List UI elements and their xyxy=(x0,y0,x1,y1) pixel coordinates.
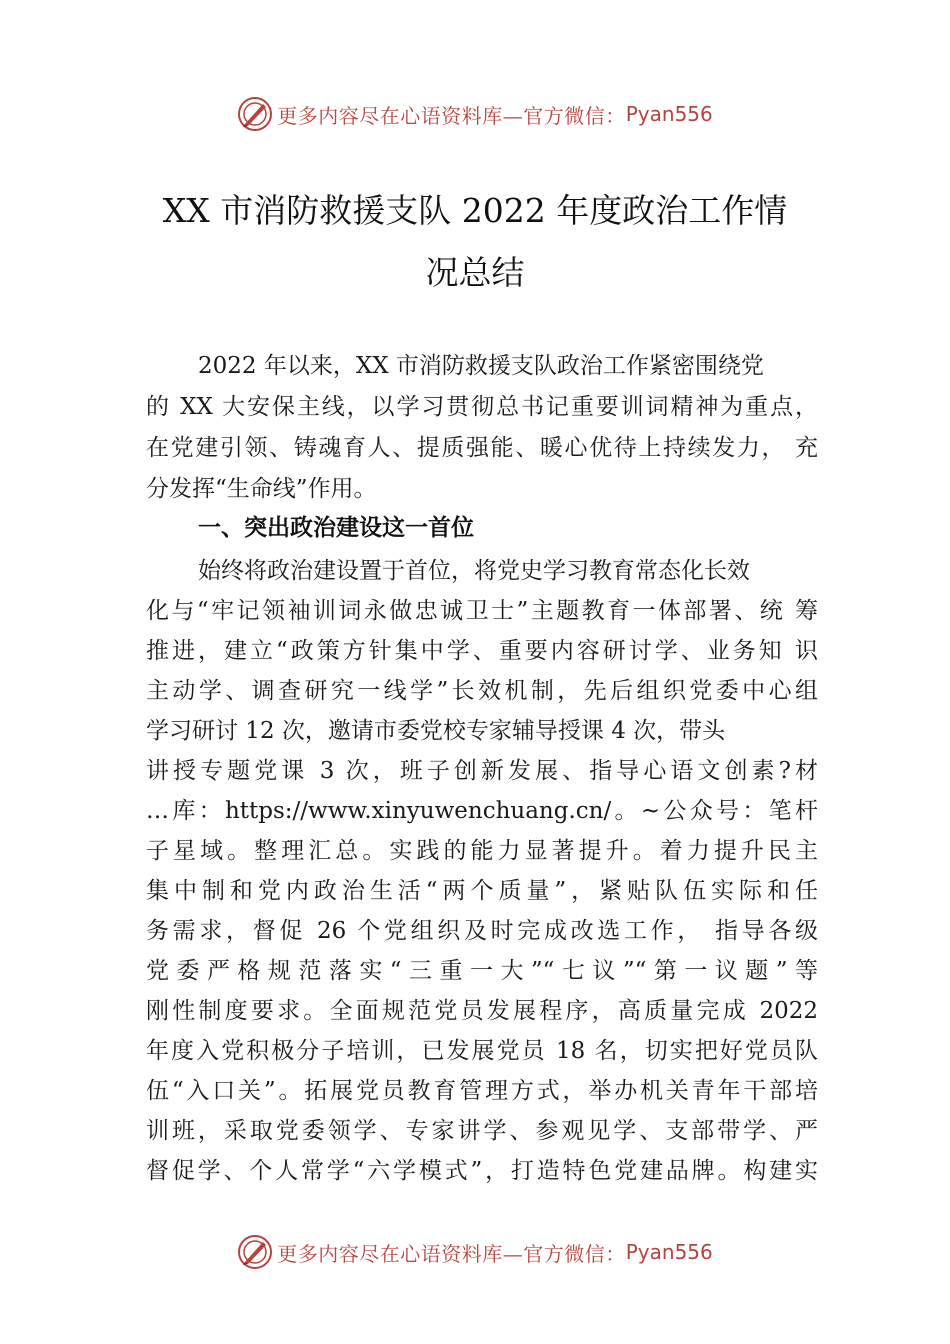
body-line: 2022 年以来，XX 市消防救援支队政治工作紧密围绕党 xyxy=(198,353,764,379)
body-line: 主动学、调查研究一线学”长效机制，先后组织党委中心组 xyxy=(146,678,818,704)
body-line: 推进，建立“政策方针集中学、重要内容研讨学、业务知 识 xyxy=(146,638,818,664)
title-line-1: XX 市消防救援支队 2022 年度政治工作情 xyxy=(162,191,788,230)
body-line: 督促学、个人常学“六学模式”，打造特色党建品牌。构建实 xyxy=(146,1158,818,1184)
wechat-id: Pyan556 xyxy=(625,1240,713,1264)
header-watermark xyxy=(0,92,950,136)
body-line: 子星域。整理汇总。实践的能力显著提升。着力提升民主 xyxy=(146,838,818,864)
body-line: 务需求，督促 26 个党组织及时完成改选工作， 指导各级 xyxy=(146,918,818,944)
footer-watermark xyxy=(0,1230,950,1274)
wechat-id: Pyan556 xyxy=(625,102,713,126)
body-line: 伍“入口关”。拓展党员教育管理方式，举办机关青年干部培 xyxy=(146,1078,818,1104)
body-line: 始终将政治建设置于首位，将党史学习教育常态化长效 xyxy=(198,558,750,584)
body-line: 在党建引领、铸魂育人、提质强能、暖心优待上持续发力， 充 xyxy=(146,435,818,461)
pen-logo-icon xyxy=(237,96,273,132)
body-line: 年度入党积极分子培训，已发展党员 18 名，切实把好党员队 xyxy=(146,1038,818,1064)
banner-text: 更多内容尽在心语资料库—官方微信： xyxy=(277,103,626,128)
body-line: 讲授专题党课 3 次，班子创新发展、指导心语文创素?材 xyxy=(146,758,818,784)
body-line: …库：https://www.xinyuwenchuang.cn/。~公众号：笔杆 xyxy=(146,798,818,824)
pen-logo-icon xyxy=(237,1234,273,1270)
section-heading: 一、突出政治建设这一首位 xyxy=(198,515,474,541)
title-line-2: 况总结 xyxy=(425,253,525,292)
body-line: 学习研讨 12 次，邀请市委党校专家辅导授课 4 次，带头 xyxy=(146,718,726,744)
body-line: 的 XX 大安保主线，以学习贯彻总书记重要训词精神为重点， xyxy=(146,394,818,420)
body-line: 化与“牢记领袖训词永做忠诚卫士”主题教育一体部署、统 筹 xyxy=(146,598,818,624)
body-line: 党委严格规范落实“三重一大”“七议”“第一议题”等 xyxy=(146,958,818,984)
document-title xyxy=(120,180,830,304)
body-line: 分发挥“生命线”作用。 xyxy=(146,476,377,502)
banner-text: 更多内容尽在心语资料库—官方微信： xyxy=(277,1241,626,1266)
body-line: 刚性制度要求。全面规范党员发展程序，高质量完成 2022 xyxy=(146,998,818,1024)
body-line: 训班，采取党委领学、专家讲学、参观见学、支部带学、严 xyxy=(146,1118,818,1144)
body-line: 集中制和党内政治生活“两个质量”，紧贴队伍实际和任 xyxy=(146,878,818,904)
